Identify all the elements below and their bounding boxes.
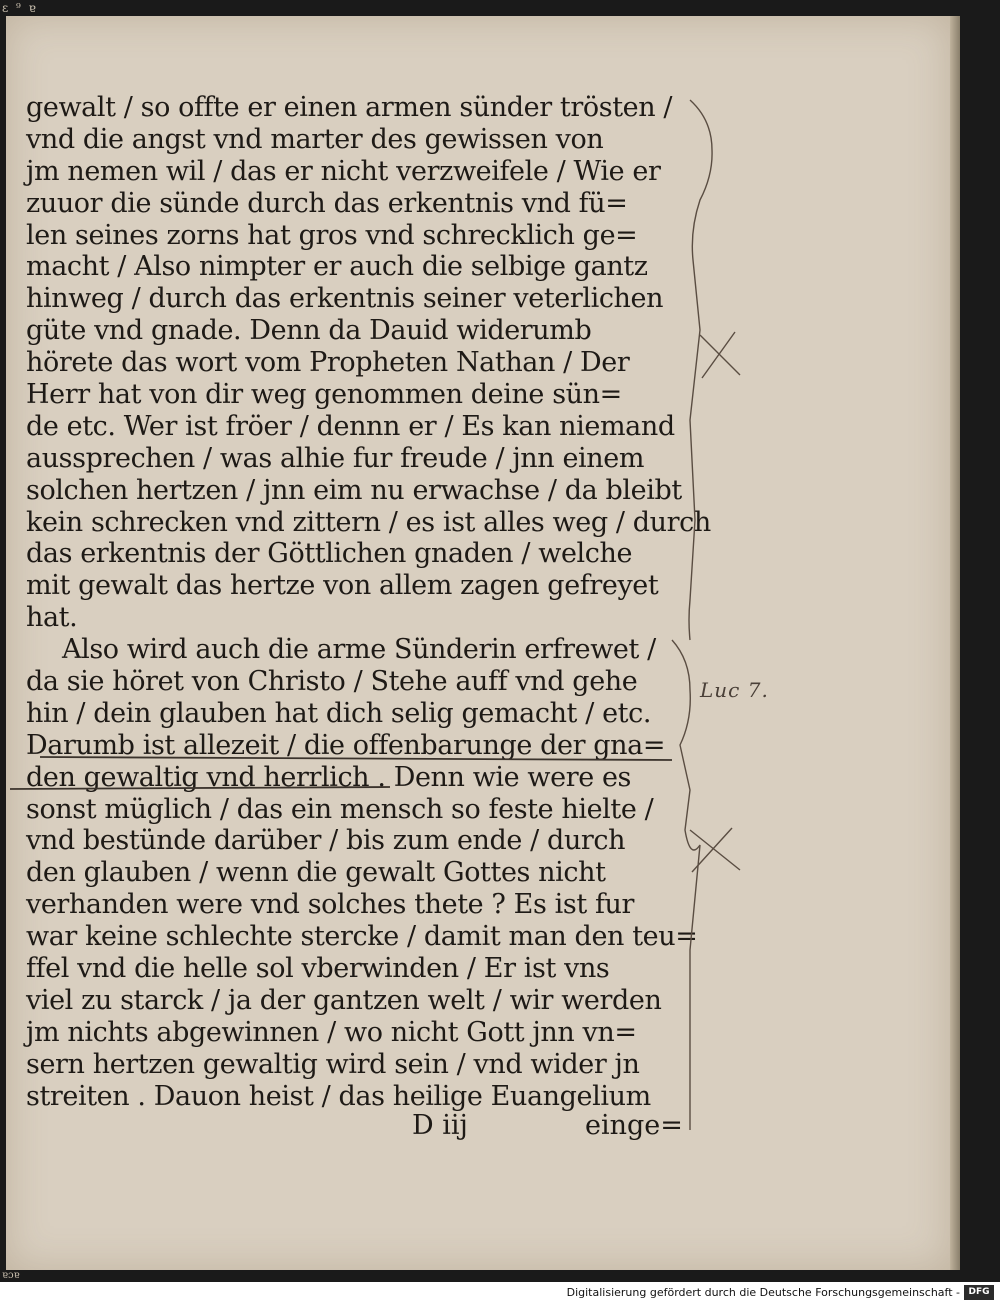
text-line: aussprechen / was alhie fur freude / jnn einem xyxy=(26,442,645,474)
text-line: Also wird auch die arme Sünderin erfrewet / xyxy=(62,634,656,666)
text-line: Herr hat von dir weg genommen deine sün= xyxy=(26,379,622,411)
text-line: güte vnd gnade. Denn da Dauid widerumb xyxy=(26,315,592,347)
text-line: das erkentnis der Göttlichen gnaden / welche xyxy=(26,538,633,570)
text-line: solchen hertzen / jnn eim nu erwachse / da bleibt xyxy=(26,474,682,506)
text-line: ffel vnd die helle sol vberwinden / Er ist vns xyxy=(26,953,610,985)
underline-line-2 xyxy=(10,787,390,789)
signature-mark: D iij xyxy=(412,1110,468,1141)
catchword: einge= xyxy=(585,1110,683,1141)
margin-bracket-lower xyxy=(672,640,700,1130)
text-line: macht / Also nimpter er auch die selbige gantz xyxy=(26,251,648,283)
text-line: hin / dein glauben hat dich selig gemacht / etc. xyxy=(26,697,652,729)
margin-bracket-upper xyxy=(689,100,712,640)
text-line: war keine schlechte stercke / damit man den teu= xyxy=(26,921,698,953)
text-line: streiten . Dauon heist / das heilige Euangelium xyxy=(26,1080,651,1112)
text-line: gewalt / so offte er einen armen sünder trösten / xyxy=(26,92,673,123)
text-line: hat. xyxy=(26,602,78,634)
text-line: sonst müglich / das ein mensch so feste hielte / xyxy=(26,793,654,825)
text-line: vnd bestünde darüber / bis zum ende / durch xyxy=(26,825,626,857)
text-line: hinweg / durch das erkentnis seiner veterlichen xyxy=(26,283,664,315)
text-line: jm nichts abgewinnen / wo nicht Gott jnn vn= xyxy=(26,1016,637,1048)
text-line: sern hertzen gewaltig wird sein / vnd wider jn xyxy=(26,1048,640,1080)
adjacent-page-strip-top: ε ⁹ ɐ xyxy=(2,1,38,15)
text-line: kein schrecken vnd zittern / es ist alles weg / durch xyxy=(26,506,711,538)
text-line: Darumb ist allezeit / die offenbarunge der gna= xyxy=(26,729,666,761)
text-line: len seines zorns hat gros vnd schrecklich ge= xyxy=(26,219,638,251)
text-line: viel zu starck / ja der gantzen welt / wir werden xyxy=(26,984,662,1016)
dfg-logo: DFG xyxy=(964,1285,994,1300)
text-line: den gewaltig vnd herrlich . Denn wie were es xyxy=(26,761,631,793)
text-line: verhanden were vnd solches thete ? Es ist fur xyxy=(26,889,635,921)
footer-bar xyxy=(0,1282,1000,1303)
text-line: den glauben / wenn die gewalt Gottes nicht xyxy=(26,857,606,889)
text-line: vnd die angst vnd marter des gewissen von xyxy=(26,123,604,155)
text-line: jm nemen wil / das er nicht verzweifele / Wie er xyxy=(26,155,661,187)
text-line: de etc. Wer ist fröer / dennn er / Es kan niemand xyxy=(26,410,675,442)
text-line: mit gewalt das hertze von allem zagen gefreyet xyxy=(26,570,659,602)
footer-credit: Digitalisierung gefördert durch die Deutsche Forschungsgemeinschaft - xyxy=(566,1286,960,1299)
margin-note: Luc 7. xyxy=(700,678,769,702)
text-line: da sie höret von Christo / Stehe auff vnd gehe xyxy=(26,666,638,698)
margin-cross-lower xyxy=(690,828,740,872)
text-line: hörete das wort vom Propheten Nathan / Der xyxy=(26,347,630,379)
adjacent-page-strip-bottom: ɐɔɐ xyxy=(2,1270,20,1281)
text-line: zuuor die sünde durch das erkentnis vnd fü= xyxy=(26,187,628,219)
underline-line-1 xyxy=(40,757,672,760)
margin-cross-upper xyxy=(700,332,740,378)
